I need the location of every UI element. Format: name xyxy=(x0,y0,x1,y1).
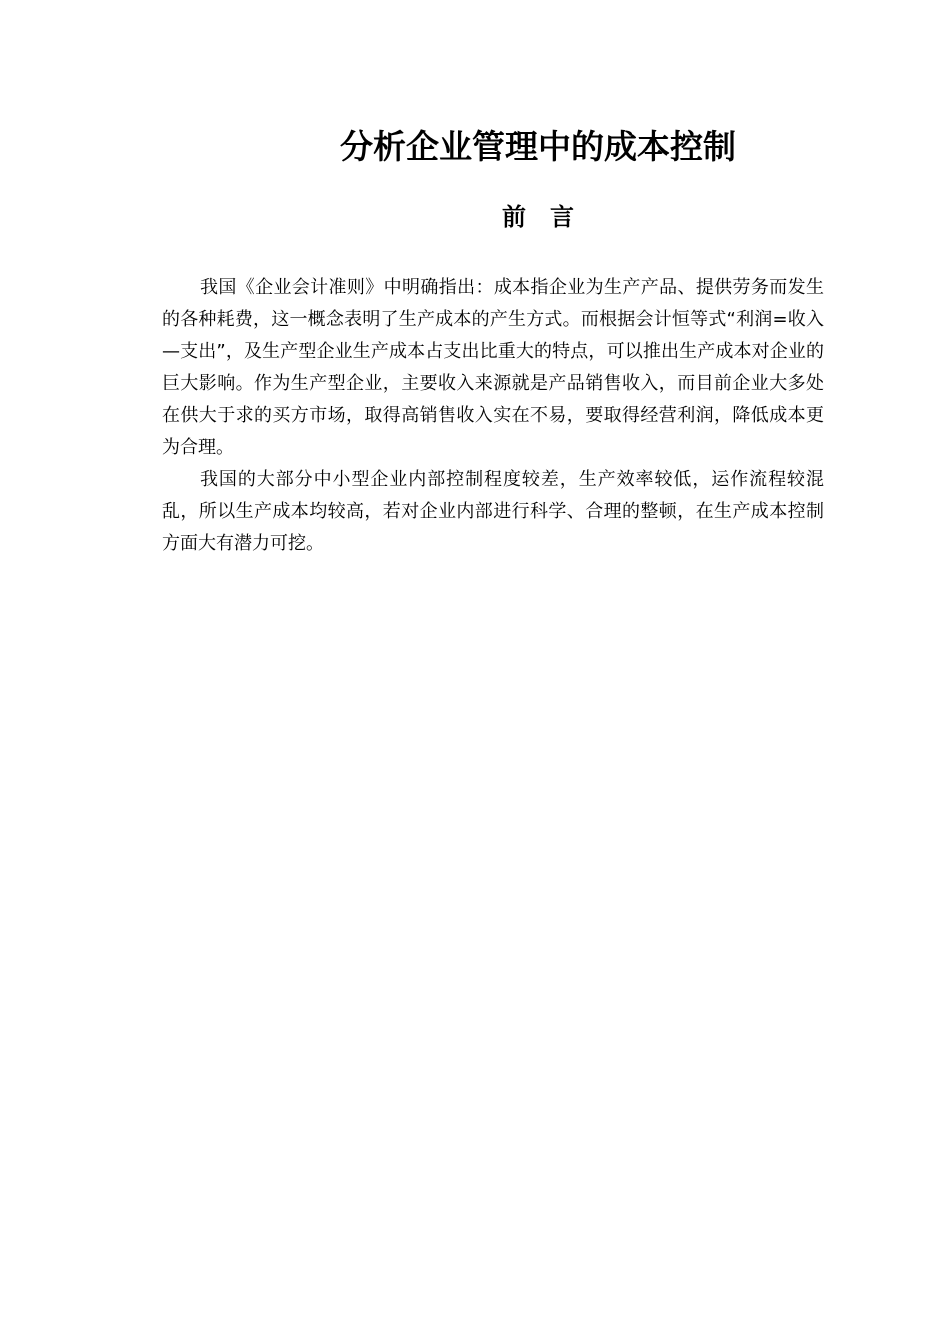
body-paragraph: 我国的大部分中小型企业内部控制程度较差，生产效率较低，运作流程较混乱，所以生产成本均较高，若对企业内部进行科学、合理的整顿，在生产成本控制方面大有潜力可挖。 xyxy=(162,469,824,554)
document-body xyxy=(162,272,824,560)
section-heading: 前 言 xyxy=(502,203,574,231)
body-paragraph: 我国《企业会计准则》中明确指出：成本指企业为生产产品、提供劳务而发生的各种耗费，这一概念表明了生产成本的产生方式。而根据会计恒等式“利润=收入—支出”，及生产型企业生产成本占支出比重大的特点，可以推出生产成本对企业的巨大影响。作为生产型企业，主要收入来源就是产品销售收入，而目前企业大多处在供大于求的买方市场，取得高销售收入实在不易，要取得经营利润，降低成本更为合理。 xyxy=(162,277,824,458)
document-title: 分析企业管理中的成本控制 xyxy=(340,127,736,166)
